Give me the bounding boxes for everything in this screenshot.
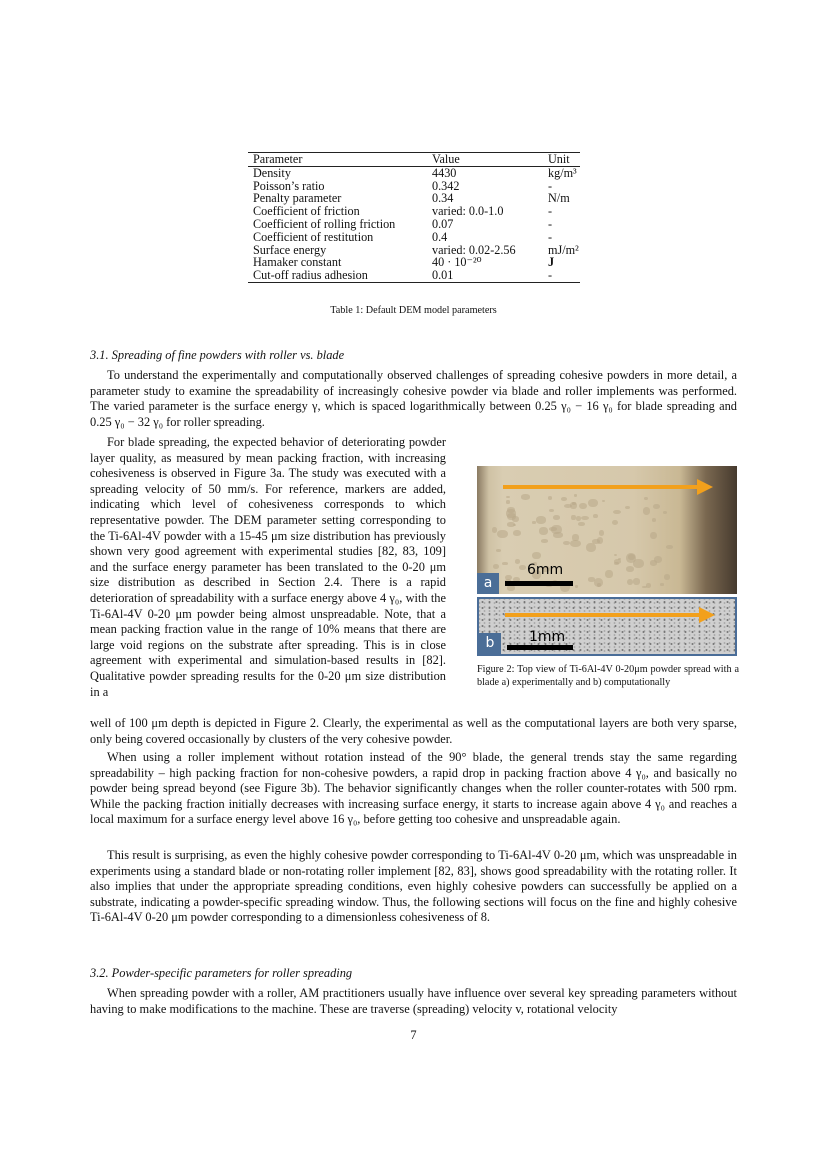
- powder-cluster: [507, 585, 515, 591]
- table-cell-unit: -: [548, 178, 553, 193]
- paragraph-blade-continued: well of 100 μm depth is depicted in Figure 2. Clearly, the experimental as well as the computational layers are both very sparse, only being covered occasionally by clusters of the very cohesive powder.: [90, 716, 737, 746]
- table-cell-unit: -: [548, 216, 553, 231]
- arrow-head-a: [697, 479, 713, 495]
- powder-cluster: [628, 554, 636, 560]
- table-cell-parameter: Penalty parameter: [253, 191, 342, 206]
- powder-cluster: [579, 503, 587, 510]
- scale-label-a: 6mm: [527, 562, 564, 578]
- powder-cluster: [654, 556, 662, 563]
- powder-cluster: [549, 527, 556, 531]
- powder-cluster: [660, 583, 664, 585]
- scale-bar-b: [507, 645, 573, 650]
- powder-cluster: [532, 521, 536, 524]
- spread-direction-arrow-a: [503, 485, 699, 489]
- powder-cluster: [570, 540, 581, 547]
- table-cell-unit: -: [548, 204, 553, 219]
- powder-cluster: [505, 575, 512, 580]
- scale-label-b: 1mm: [529, 629, 566, 645]
- powder-cluster: [614, 562, 619, 565]
- powder-cluster: [571, 515, 575, 520]
- powder-cluster: [588, 577, 595, 582]
- powder-cluster: [644, 497, 648, 501]
- powder-cluster: [541, 539, 548, 543]
- table-cell-value: 40 · 10⁻²⁰: [432, 255, 482, 270]
- powder-cluster: [536, 516, 546, 523]
- powder-cluster: [652, 518, 656, 522]
- powder-cluster: [553, 515, 560, 520]
- powder-cluster: [592, 539, 600, 544]
- paragraph-roller-params: When spreading powder with a roller, AM practitioners usually have influence over several key spreading parameters without having to make modifications to the machine. These are traverse (spreading) velocity v, rotational velocity: [90, 986, 737, 1016]
- table-cell-value: 4430: [432, 165, 457, 180]
- table-row: [248, 231, 580, 244]
- powder-cluster: [513, 530, 520, 536]
- powder-cluster: [633, 578, 640, 584]
- table-header-value: Value: [432, 152, 460, 166]
- powder-cluster: [643, 507, 650, 514]
- powder-cluster: [561, 497, 567, 501]
- powder-cluster: [575, 585, 578, 587]
- powder-cluster: [666, 545, 673, 549]
- table-cell-unit: -: [548, 268, 553, 283]
- powder-cluster: [506, 500, 510, 504]
- page-number: 7: [410, 1028, 417, 1042]
- powder-cluster: [614, 554, 617, 557]
- powder-cluster: [496, 549, 500, 552]
- paragraph-roller: When using a roller implement without rotation instead of the 90° blade, the general trends stay the same regarding spreadability – high packing fraction for non-cohesive powders, a rapid drop in packing fraction above 4 γ₀, and basically no powder being spread beyond (see Figure 3b). The behavior significantly changes when the roller counter-rotates with 500 rpm. While the packing fraction initially decreases with increasing surface energy, it starts to increase again above 4 γ₀ and reaches a local maximum for a surface energy level above 16 γ₀, before getting too cohesive and unspreadable again.: [90, 750, 737, 827]
- powder-cluster: [539, 527, 548, 535]
- powder-cluster: [627, 579, 633, 585]
- section-title-3-2: 3.2. Powder-specific parameters for roller spreading: [90, 966, 353, 980]
- table-cell-unit: mJ/m²: [548, 242, 579, 257]
- panel-label-b: b: [479, 633, 501, 654]
- table-cell-unit: -: [548, 229, 553, 244]
- table-cell-value: varied: 0.02-2.56: [432, 242, 516, 257]
- arrow-head-b: [699, 607, 715, 623]
- paragraph-intro: To understand the experimentally and computationally observed challenges of spreading cohesive powders in more detail, a parameter study to examine the spreadability of increasingly cohesive powder via blade and roller implements was performed. The varied parameter is the surface energy γ, which is spaced logarithmically between 0.25 γ₀ − 16 γ₀ for blade spreading and 0.25 γ₀ − 32 γ₀ for roller spreading.: [90, 368, 737, 429]
- table-cell-parameter: Coefficient of friction: [253, 204, 360, 219]
- table-cell-unit: kg/m³: [548, 165, 577, 180]
- powder-cluster: [576, 516, 581, 521]
- paragraph-result: This result is surprising, as even the highly cohesive powder corresponding to Ti-6Al-4V 0-20 μm, which was unspreadable in experiments using a standard blade or non-rotating roller implement [82, 83], shows good spreadability with the rotating roller. It also implies that under the appropriate spreading conditions, even highly cohesive powders can successfully be applied on a substrate, indicating a powder-specific spreading window. Thus, the following sections will focus on the fine and highly cohesive Ti-6Al-4V 0-20 μm powder corresponding to a dimensionless cohesiveness of 8.: [90, 848, 737, 925]
- table-header-unit: Unit: [548, 152, 570, 166]
- powder-cluster: [653, 504, 660, 510]
- table-cell-parameter: Hamaker constant: [253, 255, 342, 270]
- powder-cluster: [493, 564, 500, 569]
- table-cell-parameter: Coefficient of rolling friction: [253, 216, 396, 231]
- powder-cluster: [515, 559, 520, 563]
- powder-cluster: [572, 502, 576, 505]
- powder-cluster: [588, 499, 598, 507]
- table-row: [248, 269, 580, 282]
- table-header-parameter: Parameter: [253, 152, 303, 166]
- powder-cluster: [578, 522, 585, 526]
- table-cell-value: varied: 0.0-1.0: [432, 204, 504, 219]
- powder-cluster: [497, 530, 508, 539]
- powder-cluster: [625, 506, 630, 509]
- powder-cluster: [532, 552, 541, 559]
- powder-cluster: [574, 494, 577, 496]
- table-cell-value: 0.01: [432, 268, 454, 283]
- powder-cluster: [506, 496, 510, 498]
- powder-cluster: [646, 583, 651, 588]
- powder-cluster: [612, 520, 618, 525]
- powder-cluster: [605, 570, 612, 578]
- table-caption: Table 1: Default DEM model parameters: [330, 305, 497, 316]
- table-cell-value: 0.342: [432, 178, 460, 193]
- powder-cluster: [553, 532, 563, 538]
- experimental-photo: [477, 466, 737, 594]
- powder-cluster: [663, 511, 667, 514]
- spread-direction-arrow-b: [505, 613, 701, 617]
- parameters-table: [248, 152, 580, 283]
- powder-cluster: [507, 522, 515, 526]
- powder-cluster: [492, 527, 497, 533]
- powder-cluster: [548, 496, 553, 500]
- powder-cluster: [502, 562, 508, 565]
- powder-cluster: [549, 509, 554, 513]
- figure-caption: Figure 2: Top view of Ti-6Al-4V 0-20μm powder spread with a blade a) experimentally and b) computationally: [477, 664, 739, 688]
- powder-cluster: [613, 510, 621, 515]
- table-cell-parameter: Poisson’s ratio: [253, 178, 325, 193]
- powder-cluster: [512, 516, 519, 522]
- powder-cluster: [602, 500, 605, 502]
- table-cell-value: 0.07: [432, 216, 454, 231]
- table-header-row: [248, 153, 580, 167]
- table-cell-parameter: Cut-off radius adhesion: [253, 268, 368, 283]
- table-cell-value: 0.34: [432, 191, 454, 206]
- powder-cluster: [626, 566, 634, 572]
- table-cell-parameter: Surface energy: [253, 242, 327, 257]
- table-cell-unit: N/m: [548, 191, 570, 206]
- powder-cluster: [597, 583, 601, 587]
- paragraph-blade-spreading: For blade spreading, the expected behavior of deteriorating powder layer quality, as measured by mean packing fraction, with increasing cohesiveness is observed in Figure 3a. The study was executed with a spreading velocity of 50 mm/s. For reference, markers are added, indicating which level of cohesiveness corresponds to which representative powder. The DEM parameter setting corresponding to the Ti-6Al-4V powder with a 15-45 μm size distribution has previously shown very good agreement with experimental studies [82, 83, 109] and the surface energy parameter has been translated to the 0-20 μm size distribution as described in Section 2.4. There is a rapid deterioration of spreadability with a surface energy above 4 γ₀, with the Ti-6Al-4V 0-20 μm powder being almost unspreadable. Note, that a mean packing fraction value in the range of 10% means that there are large void regions on the substrate after spreading. This is in close agreement with experimental and simulation-based results in [82]. Qualitative powder spreading results for the 0-20 μm size distribution in a: [90, 435, 446, 699]
- powder-cluster: [581, 516, 589, 521]
- table-cell-parameter: Density: [253, 165, 291, 180]
- section-title-3-1: 3.1. Spreading of fine powders with roller vs. blade: [90, 348, 345, 362]
- table-row: [248, 166, 580, 179]
- table-cell-parameter: Coefficient of restitution: [253, 229, 374, 244]
- powder-cluster: [519, 565, 526, 570]
- figure-2: [477, 466, 737, 656]
- powder-cluster: [521, 494, 530, 499]
- simulation-image: [477, 597, 737, 656]
- table-row: [248, 218, 580, 231]
- powder-cluster: [664, 574, 670, 580]
- powder-cluster: [593, 514, 598, 518]
- panel-label-a: a: [477, 573, 499, 594]
- scale-bar-a: [505, 581, 573, 586]
- powder-cluster: [599, 530, 604, 536]
- powder-cluster: [586, 543, 596, 552]
- table-cell-value: 0.4: [432, 229, 448, 244]
- powder-cluster: [650, 532, 657, 539]
- table-cell-unit: J: [548, 255, 555, 270]
